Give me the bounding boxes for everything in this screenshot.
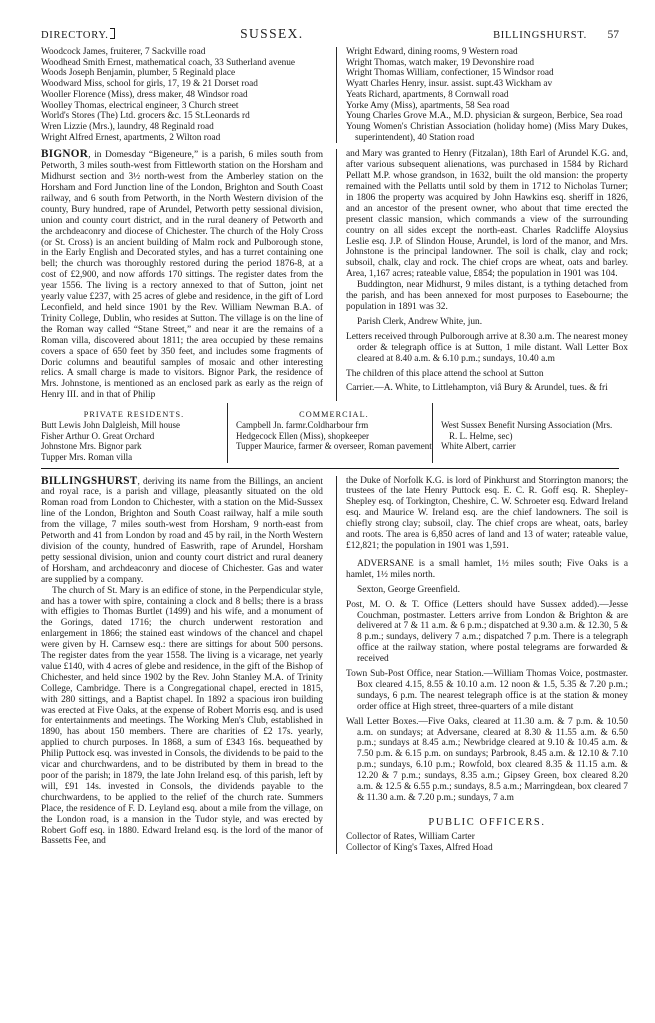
public-officer-entry: Collector of King's Taxes, Alfred Hoad [346, 842, 493, 853]
bracket-icon [110, 28, 115, 39]
bignor-letters-info: Letters received through Pulborough arrive at 8.30 a.m. The nearest money order & telegraph office is at Sutton, 1 mile distant. Wall Letter Box cleared at 8.40 a.m. & 6.10 p.m.; sundays, 10.40 a.m [346, 331, 628, 364]
public-officer-entry: Collector of Rates, William Carter [346, 831, 475, 842]
bignor-place-name: BIGNOR [41, 148, 89, 161]
billingshurst-landowners-paragraph: the Duke of Norfolk K.G. is lord of Pinkhurst and Storrington manors; the trustees of the late Henry Puttock esq. E. C. R. Goff esq. R. Shepley-Shepley esq. of Torkington, Cheshire, C. W. Schroeter esq. Edward Ireland esq. and Maurice W. Ireland esq. are the chief landowners. The soil is chiefly strong clay; subsoil, clay. The chief crops are wheat, oats, barley and roots. The area is 6,850 acres of land and 13 of water; rateable value, £12,821; the population in 1901 was 1,591. [346, 475, 628, 551]
list-item: Wooller Florence (Miss), dress maker, 48 Windsor road [41, 89, 248, 100]
list-item: Tupper Mrs. Roman villa [41, 451, 133, 462]
bignor-left-column [41, 149, 323, 401]
directory-page [41, 26, 628, 1001]
bignor-right-column [336, 149, 628, 401]
running-header [41, 26, 619, 43]
bignor-school-info: The children of this place attend the school at Sutton [346, 368, 544, 379]
bignor-carrier-info: Carrier.—A. White, to Littlehampton, viâ Bury & Arundel, tues. & fri [346, 383, 608, 394]
billingshurst-left-column [41, 476, 323, 854]
commercial-heading: COMMERCIAL. [299, 410, 369, 420]
bignor-manor-paragraph: and Mary was granted to Henry (Fitzalan), 18th Earl of Arundel K.G. and, after various subsequent alienations, was purchased in 1584 by Richard Pellatt M.P. whose grandson, in 1632, built the old mansion: the property remained with the Pellatts until sold by them in 1712 to Nicholas Turner; in 1806 the property was acquired by John Hawkins esq. sheriff in 1826, and an ancestor of the present owner, who about that time erected the present classic mansion, which commands a view of the surrounding country on all sides except the north-east. Charles Radcliffe Aloysius Leslie esq. J.P. of Slindon House, Arundel, is lord of the manor, and Mrs. Johnstone is the principal landowner. The soil is chalk, clay and rock; subsoil, chalk, clay and rock. The chief crops are wheat, oats and barley. Area, 1,167 acres; rateable value, £854; the population in 1901 was 104. [346, 149, 628, 280]
billingshurst-section [41, 474, 628, 854]
bignor-directory-columns [41, 403, 619, 462]
commercial-column [227, 403, 432, 462]
bignor-description-paragraph [41, 149, 323, 401]
public-officers-heading: PUBLIC OFFICERS. [428, 816, 546, 828]
list-item: Yeats Richard, apartments, 8 Cornwall road [346, 89, 509, 100]
adversane-paragraph: ADVERSANE is a small hamlet, 1½ miles south; Five Oaks is a hamlet, 1½ miles north. [346, 558, 628, 580]
sub-post-office-entry: Town Sub-Post Office, near Station.—William Thomas Voice, postmaster. Box cleared 4.15, 8.55 & 10.10 a.m. 12 noon & 1.5, 5.35 & 7.20 p.m.; sundays, 6 p.m. The nearest telegraph office is at the station & money order office at High street, three-quarters of a mile distant [346, 669, 628, 712]
billingshurst-church-paragraph: The church of St. Mary is an edifice of stone, in the Perpendicular style, and has a tower with spire, containing a clock and 8 bells; there is a brass with effigies to Thomas Burtlet (1499) and his wife, and a monument of the Gorings, dated 1716; the church underwent restoration and enlargement in 1866; the stained east windows of the chancel and chapel were given by H. Carnsew esq.: there are sittings for about 500 persons. The register dates from the year 1558. The living is a vicarage, net yearly value £140, with 4 acres of glebe and residence, in the gift of the Bishop of Chichester, and held since 1902 by the Rev. John Stanley M.A. of Trinity College, Cambridge. There is a Congregational chapel, erected in 1815, with 280 sittings, and a Baptist chapel. In 1892 a spacious iron building was erected at Five Oaks, at the expense of Robert Morris esq. and is used for entertainments and meetings. The Working Men's Club, established in 1890, has about 150 members. There are charities of £2 17s. yearly, applied to church purposes. In 1868, a sum of £343 16s. bequeathed by Philip Puttock esq. was invested in Consols, the dividends to be paid to the vicar and churchwardens, and to be distributed by them in bread to the poor of the parish; in 1879, the late John Ireland esq. of this parish, left by will, £91 14s. invested in Consols, the dividends payable to the churchwardens, to be applied to the relief of the church rate. Summers Place, the residence of F. D. Leyland esq. about a mile from the village, on the London road, is a mansion in the Tudor style, and was erected by Robert Goff esq. in 1880. Edward Ireland esq. is the lord of the manor of Bassetts Fee, and [41, 585, 323, 847]
list-item: Wright Edward, dining rooms, 9 Western road [346, 47, 518, 57]
bignor-section [41, 148, 628, 401]
private-residents-column [41, 403, 227, 462]
billingshurst-place-name: BILLINGSHURST [41, 474, 138, 487]
running-header-right [493, 29, 619, 41]
bignor-buddington-paragraph: Buddington, near Midhurst, 9 miles distant, is a tything detached from the parish, and has been annexed for most purposes to Easebourne; the population in 1891 was 32. [346, 280, 628, 313]
post-office-entry: Post, M. O. & T. Office (Letters should have Sussex added).—Jesse Couchman, postmaster. Letters arrive from London & Brighton & are delivered at 7 & 11 a.m. & 6 p.m.; dispatched at 9.30 a.m. & 12.30, 5 & 8 p.m.; sundays, delivery 7 a.m.; dispatched 7 p.m. There is a telegraph office at the railway station, where postal telegrams are forwarded & received [346, 599, 628, 665]
list-item: Yorke Amy (Miss), apartments, 58 Sea road [346, 100, 510, 111]
bexhill-listing-left-column [41, 47, 323, 143]
running-header-left-label: DIRECTORY. [41, 30, 109, 41]
list-item: Woolley Thomas, electrical engineer, 3 Church street [41, 100, 239, 111]
list-item: Woodward Miss, school for girls, 17, 19 & 21 Dorset road [41, 79, 258, 90]
bexhill-listing-right-column [336, 47, 628, 143]
list-item: Wren Lizzie (Mrs.), laundry, 48 Reginald road [41, 121, 214, 132]
running-header-place-label: BILLINGSHURST. [493, 30, 587, 41]
list-item: Wright Thomas, watch maker, 19 Devonshire road [346, 57, 535, 68]
bexhill-listing [41, 47, 628, 143]
running-header-county: SUSSEX. [240, 26, 304, 41]
billingshurst-description-paragraph [41, 476, 323, 586]
running-header-left [41, 28, 115, 41]
list-item: Campbell Jn. farmr.Coldharbour frm [236, 420, 369, 431]
private-residents-heading: PRIVATE RESIDENTS. [83, 410, 185, 420]
list-item: Young Charles Grove M.A., M.D. physician & surgeon, Berbice, Sea road [346, 111, 623, 122]
bignor-parish-clerk: Parish Clerk, Andrew White, jun. [357, 316, 483, 327]
list-item: Wright Thomas William, confectioner, 15 Windsor road [346, 68, 554, 79]
list-item: Hedgecock Ellen (Miss), shopkeeper [236, 430, 369, 441]
list-item: Wright Alfred Ernest, apartments, 2 Wilton road [41, 132, 221, 143]
list-item: World's Stores (The) Ltd. grocers &c. 15 St.Leonards rd [41, 111, 250, 122]
list-item: Johnstone Mrs. Bignor park [41, 441, 142, 452]
associations-column [432, 403, 621, 462]
list-item: White Albert, carrier [441, 441, 516, 452]
page-number: 57 [607, 29, 619, 41]
list-item: Butt Lewis John Dalgleish, Mill house [41, 420, 180, 431]
list-item: Woods Joseph Benjamin, plumber, 5 Reginald place [41, 68, 236, 79]
bignor-description-text: , in Domesday “Bigeneure,” is a parish, 6 miles south from Petworth, 3 miles south-west from Fittleworth station on the Horsham and Midhurst section and 3½ north-west from the Amberley station on the Horsham and Ford Junction line of the London, Brighton and South Coast railway, and 6 south from Petworth, in the North Western division of the county, Bury hundred, rape of Arundel, Petworth petty sessional division, union and county court district, and in the rural deanery of Petworth and the archdeaconry and diocese of Chichester. The church of the Holy Cross (or St. Cross) is an ancient building of Malm rock and Pulborough stone, in the Early English and Decorated styles, and has a turret containing one bell; the church was thoroughly restored during the period 1876-8, at a cost of £2,900, and now affords 170 sittings. The register dates from the year 1556. The living is a rectory annexed to that of Sutton, joint net yearly value £237, with 25 acres of glebe and residence, in the gift of Lord Leconfield, and held since 1901 by the Rev. William Newman B.A. of Trinity College, Dublin, who resides at Sutton. The village is on the line of the Roman way called “Stane Street,” and near it are the remains of a Roman villa, discovered about 1811; the area occupied by these remains covers a space of 650 feet by 350 feet, and includes some fragments of Doric columns and beautiful samples of mosaic and other interesting relics. A small charge is made to visitors. Bignor Park, the residence of Mrs. Johnstone, is mentioned as an enclosed park as early as the reign of Henry III. and in that of Philip [41, 150, 323, 401]
billingshurst-description-text: , deriving its name from the Billings, an ancient and royal race, is a parish and village, pleasantly situated on the old Roman road from London to Chichester, with a station on the Mid-Sussex line of the London, Brighton and South Coast railway, half a mile south from the village, 7 miles south-west from Horsham, 9 north-east from Petworth and 41 from London by road and 45 by rail, in the North Western division of the county, hundred of Easwrith, rape of Arundel, Horsham petty sessional division, union and county court district and rural deanery of Horsham, and archdeaconry and diocese of Chichester. Gas and water are supplied by a company. [41, 476, 323, 585]
list-item: West Sussex Benefit Nursing Association (Mrs. R. L. Helme, sec) [441, 420, 613, 441]
list-item: Tupper Maurice, farmer & overseer, Roman pavement [236, 441, 432, 452]
billingshurst-right-column [336, 476, 628, 854]
list-item: Woodhead Smith Ernest, mathematical coach, 33 Sutherland avenue [41, 57, 296, 68]
section-divider [41, 468, 619, 469]
wall-letter-boxes-entry: Wall Letter Boxes.—Five Oaks, cleared at 11.30 a.m. & 7 p.m. & 10.50 a.m. on sundays; at Adversane, cleared at 8.30 & 11.55 a.m. & 6.50 p.m.; sundays at 8.45 a.m.; Newbridge cleared at 9.10 & 10.45 a.m. & 7.50 p.m. & 6.15 p.m. on sundays; Parbrook, 8.45 a.m. & 12.10 & 7.10 p.m.; sundays, 6.10 p.m.; Rowfold, box cleared 8.35 & 11.15 a.m. & 12.20 & 7 p.m.; sundays, 8.35 a.m.; Gipsey Green, box cleared 8.20 a.m. & 12.5 & 6.55 p.m.; sundays, 8.5 a.m.; Marringdean, box cleared 7 & 11.30 a.m. & 7.20 p.m.; sundays, 7 a.m [346, 716, 628, 804]
sexton-entry: Sexton, George Greenfield. [357, 584, 460, 595]
list-item: Woodcock James, fruiterer, 7 Sackville road [41, 47, 206, 57]
list-item: Fisher Arthur O. Great Orchard [41, 430, 155, 441]
list-item: Wyatt Charles Henry, insur. assist. supt.43 Wickham av [346, 79, 553, 90]
list-item: Young Women's Christian Association (holiday home) (Miss Mary Dukes, superintendent), 40 Station road [346, 121, 628, 143]
